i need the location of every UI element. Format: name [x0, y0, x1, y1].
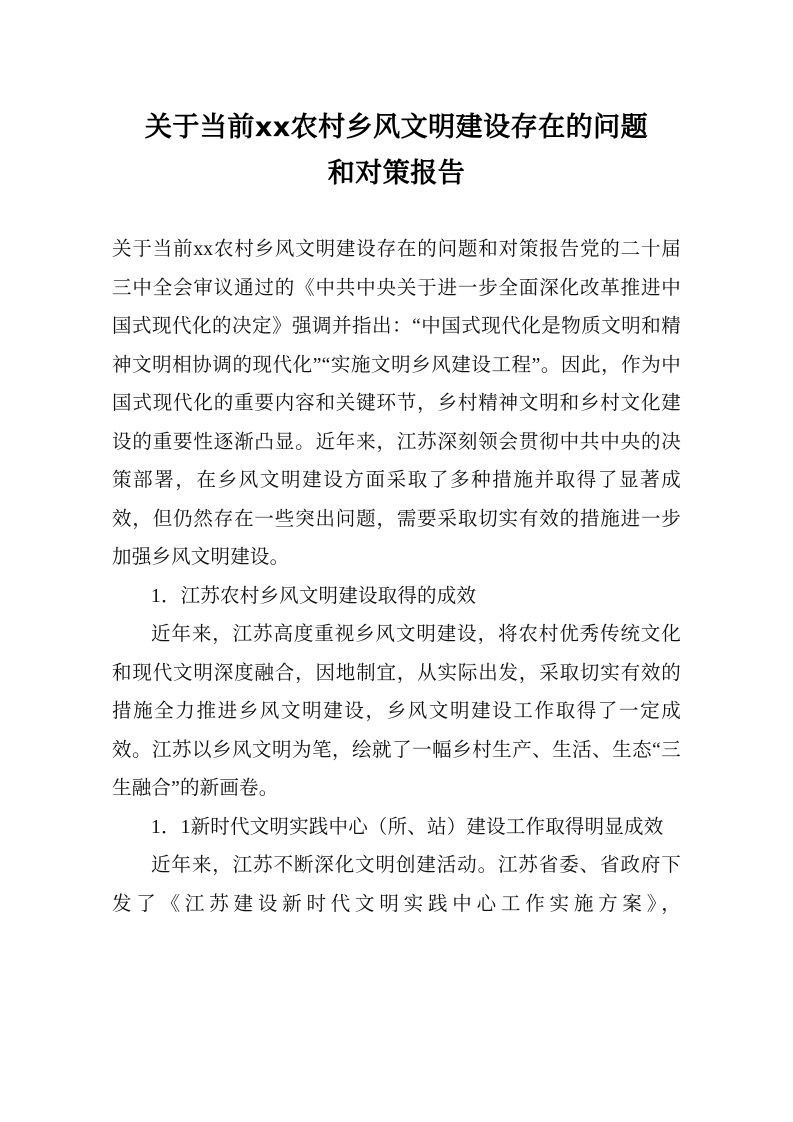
document-body: [112, 231, 681, 924]
paragraph-2: 1．江苏农村乡风文明建设取得的成效: [151, 585, 477, 607]
paragraph-5: 近年来，江苏不断深化文明创建活动。江苏省委、省政府下发了《江苏建设新时代文明实践中心工作实施方案》，: [112, 855, 681, 915]
paragraph-3: 近年来，江苏高度重视乡风文明建设，将农村优秀传统文化和现代文明深度融合，因地制宜，从实际出发，采取切实有效的措施全力推进乡风文明建设，乡风文明建设工作取得了一定成效。江苏以乡风文明为笔，绘就了一幅乡村生产、生活、生态“三生融合”的新画卷。: [112, 624, 681, 799]
page-title-line-1: 关于当前xx农村乡风文明建设存在的问题: [144, 112, 649, 143]
page-title: [112, 105, 681, 197]
paragraph-4: 1．1新时代文明实践中心（所、站）建设工作取得明显成效: [151, 816, 664, 838]
page-title-line-2: 和对策报告: [327, 158, 466, 189]
paragraph-1: 关于当前xx农村乡风文明建设存在的问题和对策报告党的二十届三中全会审议通过的《中共中央关于进一步全面深化改革推进中国式现代化的决定》强调并指出：“中国式现代化是物质文明和精神文明相协调的现代化”“实施文明乡风建设工程”。因此，作为中国式现代化的重要内容和关键环节，乡村精神文明和乡村文化建设的重要性逐渐凸显。近年来，江苏深刻领会贯彻中共中央的决策部署，在乡风文明建设方面采取了多种措施并取得了显著成效，但仍然存在一些突出问题，需要采取切实有效的措施进一步加强乡风文明建设。: [112, 239, 681, 568]
